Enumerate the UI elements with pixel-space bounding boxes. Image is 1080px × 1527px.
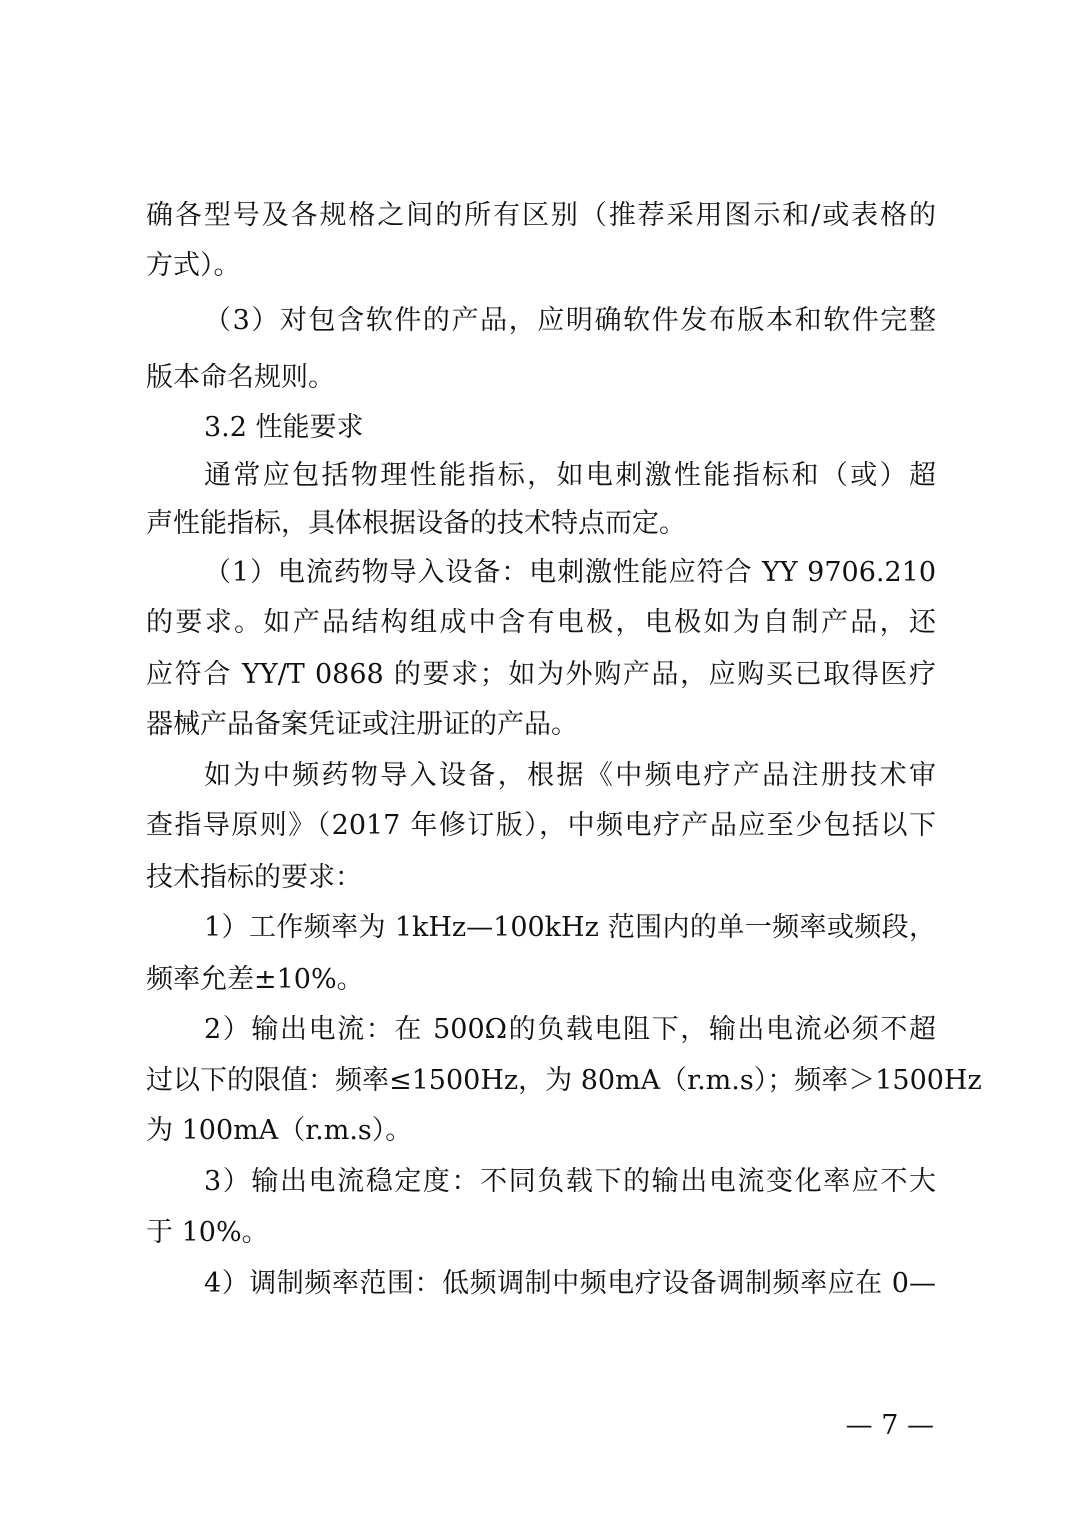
text-line-18: 过以下的限值：频率≤1500Hz，为 80mA（r.m.s）；频率＞1500Hz [146, 1065, 982, 1096]
text-line-10: 应符合 YY/T 0868 的要求；如为外购产品，应购买已取得医疗 [146, 659, 936, 690]
text-line-17: 2）输出电流：在 500Ω的负载电阻下，输出电流必须不超 [204, 1014, 936, 1045]
text-line-6: 通常应包括物理性能指标，如电刺激性能指标和（或）超 [204, 460, 936, 491]
text-line-14: 技术指标的要求： [146, 862, 362, 893]
page-number: — 7 — [845, 1410, 934, 1441]
text-line-16: 频率允差±10%。 [146, 964, 364, 995]
text-line-20: 3）输出电流稳定度：不同负载下的输出电流变化率应不大 [204, 1166, 936, 1197]
text-line-9: 的要求。如产品结构组成中含有电极，电极如为自制产品，还 [146, 607, 936, 638]
text-line-13: 查指导原则》（2017 年修订版），中频电疗产品应至少包括以下 [146, 810, 936, 841]
text-line-8: （1）电流药物导入设备：电刺激性能应符合 YY 9706.210 [204, 557, 936, 588]
text-line-22: 4）调制频率范围：低频调制中频电疗设备调制频率应在 0— [204, 1268, 936, 1299]
text-line-19: 为 100mA（r.m.s）。 [146, 1115, 413, 1146]
text-line-1: 确各型号及各规格之间的所有区别（推荐采用图示和/或表格的 [146, 200, 936, 231]
section-heading: 3.2 性能要求 [204, 412, 364, 443]
text-line-11: 器械产品备案凭证或注册证的产品。 [146, 709, 578, 740]
text-line-12: 如为中频药物导入设备，根据《中频电疗产品注册技术审 [204, 760, 936, 791]
text-line-4: 版本命名规则。 [146, 362, 335, 393]
text-line-21: 于 10%。 [146, 1217, 269, 1248]
text-line-15: 1）工作频率为 1kHz—100kHz 范围内的单一频率或频段， [204, 912, 936, 943]
text-line-2: 方式）。 [146, 250, 241, 281]
text-line-7: 声性能指标，具体根据设备的技术特点而定。 [146, 508, 686, 539]
text-line-3: （3）对包含软件的产品，应明确软件发布版本和软件完整 [204, 305, 936, 336]
